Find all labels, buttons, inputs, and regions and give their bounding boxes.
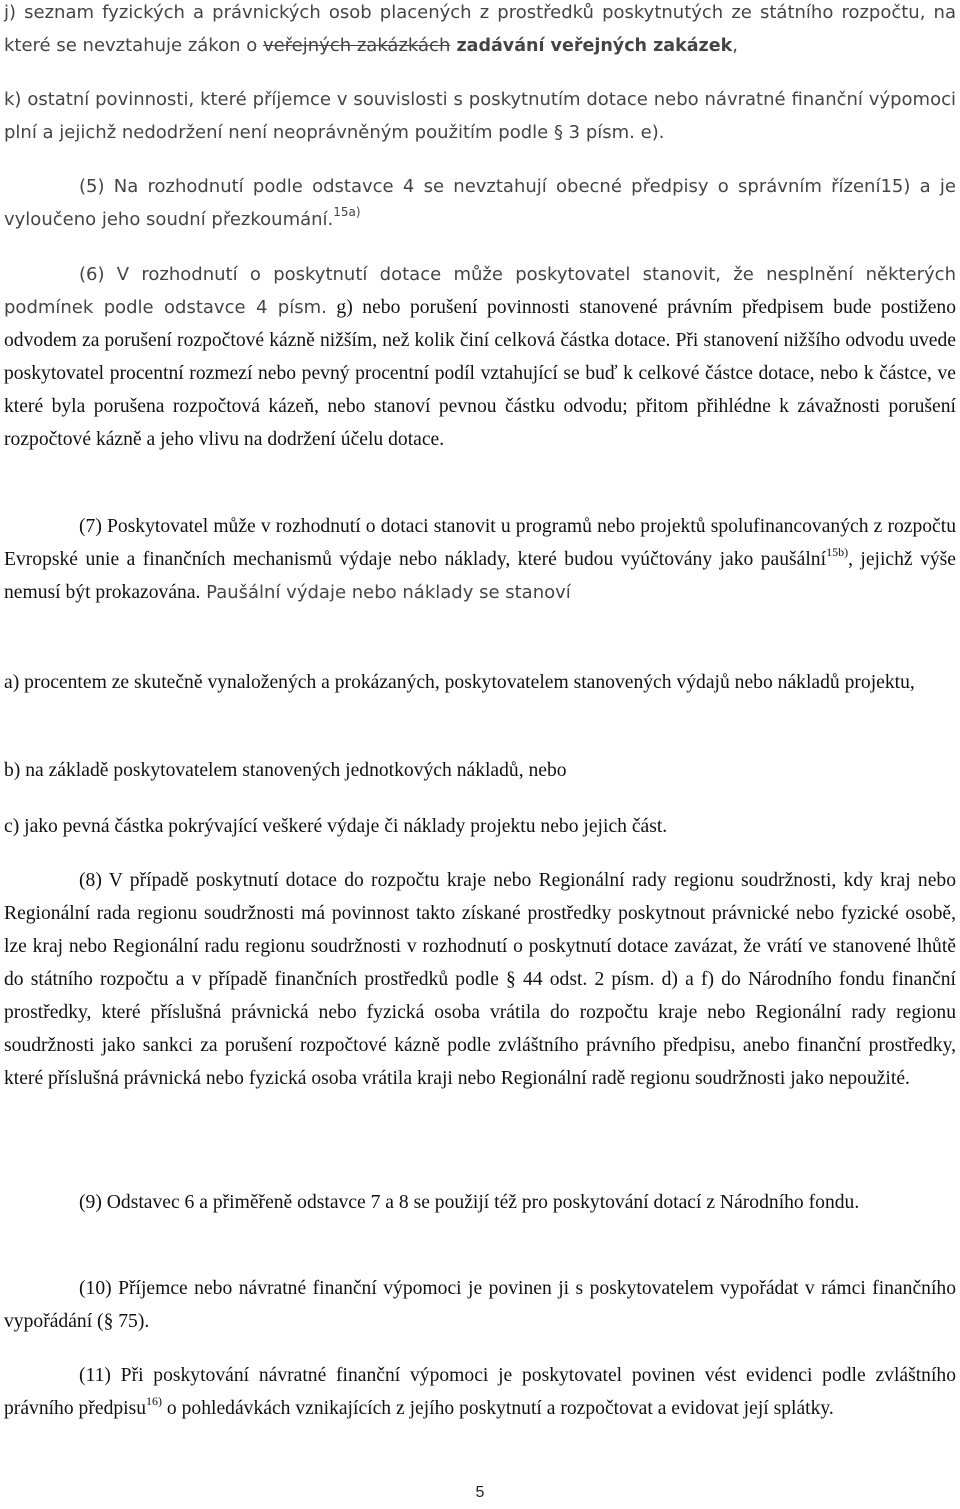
page-number: 5 — [475, 1484, 485, 1501]
item-j — [4, 0, 956, 63]
paragraph-7-part1: (7) Poskytovatel může v rozhodnutí o dotaci stanovit u programů nebo projektů spolufinancovaných z rozpočtu Evropské unie a finančních mechanismů výdaje nebo náklady, které budou vyúčtovány jako paušální — [4, 516, 956, 570]
paragraph-10: (10) Příjemce nebo návratné finanční výpomoci je povinen ji s poskytovatelem vypořádat v rámci finančního vypořádání (§ 75). — [4, 1278, 956, 1332]
paragraph-11-part2: o pohledávkách vznikajících z jejího poskytnutí a rozpočtovat a evidovat její splátky. — [162, 1398, 834, 1419]
item-a: a) procentem ze skutečně vynaložených a prokázaných, poskytovatelem stanovených výdajů nebo nákladů projektu, — [4, 672, 915, 693]
footnote-ref-15b: 15b) — [826, 545, 849, 559]
paragraph-7-part3: Paušální výdaje nebo náklady se stanoví — [200, 582, 571, 603]
paragraph-5 — [4, 170, 956, 236]
item-b: b) na základě poskytovatelem stanovených jednotkových nákladů, nebo — [4, 760, 567, 781]
paragraph-9: (9) Odstavec 6 a přiměřeně odstavce 7 a 8 se použijí též pro poskytování dotací z Národního fondu. — [79, 1192, 860, 1213]
paragraph-7-part2: , jejichž výše nemusí být prokazována. — [4, 549, 956, 603]
footnote-ref-16: 16) — [146, 1394, 163, 1408]
paragraph-6-part2: g) nebo porušení povinnosti stanovené právním předpisem bude postiženo odvodem za porušení rozpočtové kázně nižším, než kolik činí celková částka dotace. — [4, 297, 956, 351]
paragraph-6 — [4, 258, 956, 456]
item-j-end: , — [732, 35, 738, 56]
paragraph-11 — [4, 1359, 956, 1425]
paragraph-7 — [4, 510, 956, 609]
item-c: c) jako pevná částka pokrývající veškeré výdaje či náklady projektu nebo jejich část. — [4, 816, 668, 837]
inserted-bold-text: zadávání veřejných zakázek — [450, 36, 733, 56]
footnote-ref-15a: 15a) — [333, 205, 361, 219]
paragraph-11-part1: (11) Při poskytování návratné finanční výpomoci je poskytovatel povinen vést evidenci podle zvláštního právního předpisu — [4, 1365, 956, 1419]
paragraph-6-part3: Při stanovení nižšího odvodu uvede poskytovatel procentní rozmezí nebo pevný procentní podíl vztahující se buď k celkové částce dotace, nebo k částce, ve které byla porušena rozpočtová kázeň, nebo stanoví pevnou částku odvodu; přitom přihlédne k závažnosti porušení rozpočtové kázně a jeho vlivu na dodržení účelu dotace. — [4, 330, 956, 450]
item-k: k) ostatní povinnosti, které příjemce v souvislosti s poskytnutím dotace nebo návratné finanční výpomoci plní a jejichž nedodržení není neoprávněným použitím podle § 3 písm. e). — [4, 89, 956, 143]
paragraph-8: (8) V případě poskytnutí dotace do rozpočtu kraje nebo Regionální rady regionu soudržnosti, kdy kraj nebo Regionální rada regionu soudržnosti má povinnost takto získané prostředky poskytnout právnické nebo fyzické osobě, lze kraj nebo Regionální radu regionu soudržnosti v rozhodnutí o poskytnutí dotace zavázat, že vrátí ve stanovené lhůtě do státního rozpočtu a v případě finančních prostředků podle § 44 odst. 2 písm. d) a f) do Národního fondu finanční prostředky, které příslušná právnická nebo fyzická osoba vrátila do rozpočtu kraje nebo Regionální rady regionu soudržnosti jako sankci za porušení rozpočtové kázně podle zvláštního právního předpisu, anebo finanční prostředky, které příslušná právnická nebo fyzická osoba vrátila kraji nebo Regionální radě regionu soudržnosti jako nepoužité. — [4, 870, 956, 1089]
item-j-text: j) seznam fyzických a právnických osob placených z prostředků poskytnutých ze státního rozpočtu, na které se nevztahuje zákon o — [4, 2, 956, 56]
struck-text: veřejných zakázkách — [262, 35, 451, 56]
paragraph-5-text: (5) Na rozhodnutí podle odstavce 4 se nevztahují obecné předpisy o správním řízení15) a je vyloučeno jeho soudní přezkoumání. — [4, 176, 956, 230]
paragraph-6-part1: (6) V rozhodnutí o poskytnutí dotace může poskytovatel stanovit, že nesplnění některých podmínek podle odstavce 4 písm. — [4, 264, 956, 318]
